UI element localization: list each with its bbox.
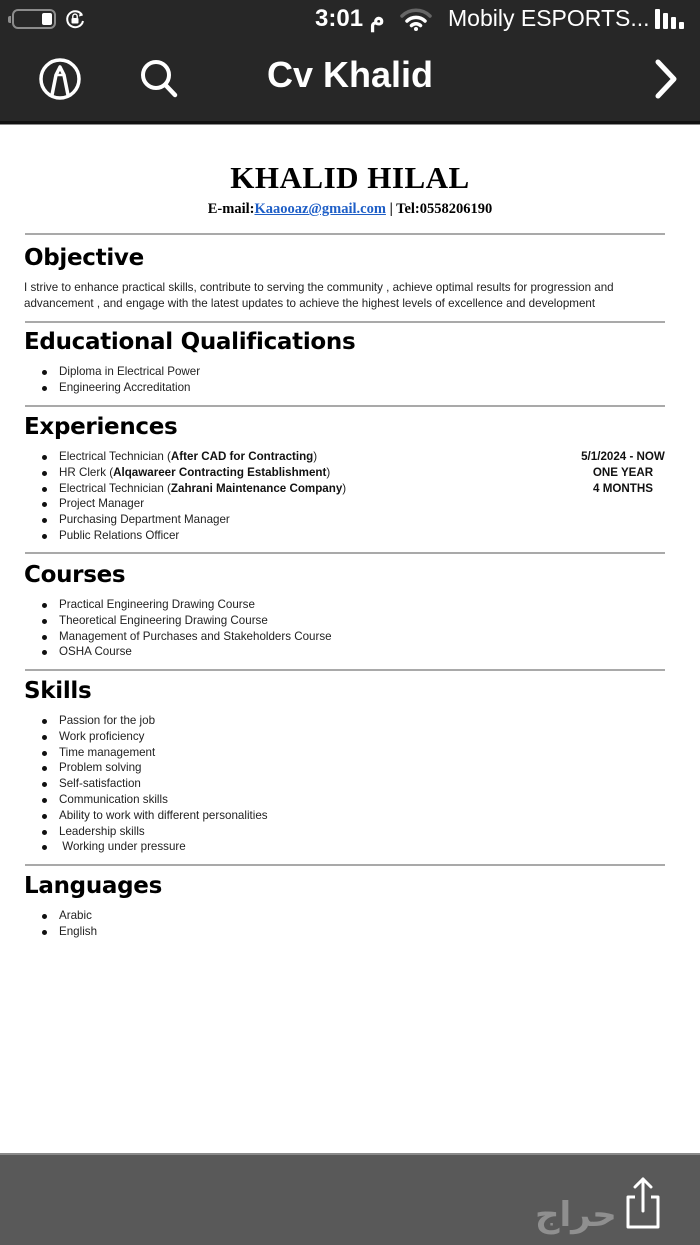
list-item: Public Relations Officer — [40, 528, 346, 544]
haraj-watermark: حراج — [535, 1195, 617, 1235]
section-title-skills: Skills — [24, 678, 92, 704]
tel-label: Tel: — [396, 201, 420, 217]
skills-list — [40, 713, 268, 855]
section-title-objective: Objective — [24, 245, 144, 271]
list-item: Management of Purchases and Stakeholders Course — [40, 629, 332, 645]
list-item: Ability to work with different personalities — [40, 808, 268, 824]
objective-line: advancement , and engage with the latest updates to achieve the highest levels of excellence and development — [24, 296, 596, 310]
role: Electrical Technician — [59, 481, 164, 495]
section-title-languages: Languages — [24, 873, 162, 899]
nav-bar — [0, 44, 700, 120]
cv-name: KHALID HILAL — [230, 160, 470, 195]
objective-line: I strive to enhance practical skills, contribute to serving the community , achieve optimal results for progression and — [24, 281, 614, 294]
list-item: Theoretical Engineering Drawing Course — [40, 613, 332, 629]
list-item: Diploma in Electrical Power — [40, 364, 200, 380]
company: Alqawareer Contracting Establishment — [113, 465, 327, 479]
divider — [25, 233, 665, 235]
list-item: Electrical Technician (After CAD for Contracting) — [40, 449, 346, 465]
email-link[interactable]: Kaaooaz@gmail.com — [254, 201, 386, 217]
section-title-courses: Courses — [24, 562, 126, 588]
status-bar — [0, 0, 700, 40]
list-item: Leadership skills — [40, 824, 268, 840]
objective-text — [24, 280, 664, 311]
section-title-experiences: Experiences — [24, 414, 178, 440]
chevron-right-icon — [650, 57, 680, 101]
document-title: Cv Khalid — [266, 54, 434, 95]
share-icon — [620, 1175, 666, 1231]
top-chrome — [0, 0, 700, 124]
divider — [25, 552, 665, 554]
role: HR Clerk — [59, 465, 107, 479]
courses-list — [40, 597, 332, 660]
list-item: Passion for the job — [40, 713, 268, 729]
languages-list — [40, 908, 97, 940]
duration: 4 MONTHS — [593, 481, 653, 495]
list-item: Project Manager — [40, 496, 346, 512]
role: Electrical Technician — [59, 450, 164, 463]
rotation-lock-icon — [64, 8, 86, 30]
list-item: Problem solving — [40, 760, 268, 776]
list-item: Self-satisfaction — [40, 776, 268, 792]
next-button[interactable] — [642, 56, 688, 102]
list-item: Communication skills — [40, 792, 268, 808]
list-item: English — [40, 924, 97, 940]
company: After CAD for Contracting — [170, 450, 314, 463]
list-item: OSHA Course — [40, 644, 332, 660]
cv-document[interactable] — [0, 127, 700, 1153]
list-item: Practical Engineering Drawing Course — [40, 597, 332, 613]
status-time: 3:01 م — [315, 5, 385, 32]
list-item: Work proficiency — [40, 729, 268, 745]
section-title-education: Educational Qualifications — [24, 329, 356, 355]
tel-number: 0558206190 — [419, 201, 493, 217]
list-item: Electrical Technician (Zahrani Maintenance Company) — [40, 481, 346, 497]
email-label: E-mail: — [207, 201, 255, 217]
divider — [25, 864, 665, 866]
list-item: Time management — [40, 745, 268, 761]
signal-bars-icon — [655, 9, 691, 29]
experience-durations — [560, 449, 686, 496]
wifi-icon — [400, 8, 432, 32]
list-item: Purchasing Department Manager — [40, 512, 346, 528]
share-button[interactable] — [620, 1175, 666, 1231]
list-item: Engineering Accreditation — [40, 380, 200, 396]
carrier-name: Mobily ESPORTS... — [448, 5, 650, 31]
contact-line — [0, 201, 700, 218]
list-item: Working under pressure — [40, 839, 268, 855]
education-list — [40, 364, 200, 396]
contact-separator: | — [385, 201, 397, 217]
divider — [25, 321, 665, 323]
duration: 5/1/2024 - NOW — [581, 450, 665, 463]
divider — [25, 405, 665, 407]
battery-icon — [12, 9, 56, 29]
bottom-toolbar — [0, 1153, 700, 1245]
experiences-list — [40, 449, 346, 544]
list-item: Arabic — [40, 908, 97, 924]
list-item: HR Clerk (Alqawareer Contracting Establishment) — [40, 465, 346, 481]
divider — [25, 669, 665, 671]
duration: ONE YEAR — [592, 465, 654, 479]
company: Zahrani Maintenance Company — [170, 481, 343, 495]
